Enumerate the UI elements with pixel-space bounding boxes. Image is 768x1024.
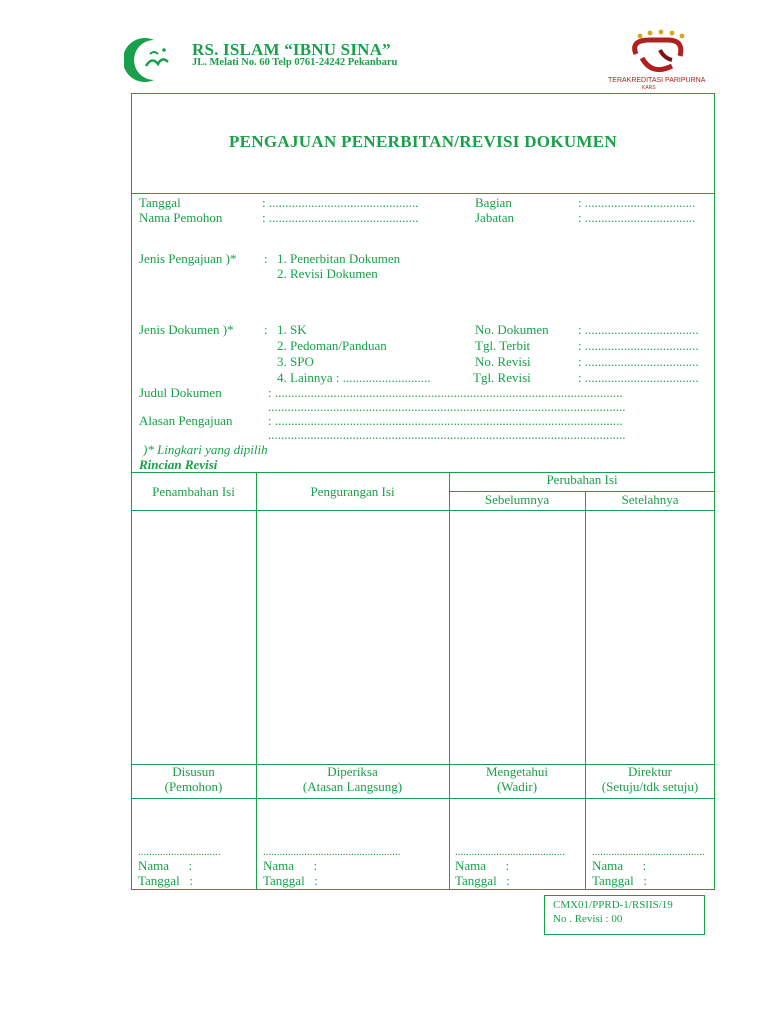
signature-tanggal: Tanggal :: [455, 873, 511, 888]
col-header-perubahan: Perubahan Isi: [546, 472, 618, 487]
revision-number: No . Revisi : 00: [553, 913, 623, 925]
no-revisi-field[interactable]: : ...................................: [578, 354, 699, 369]
title-divider: [131, 193, 715, 194]
alasan-pengajuan-label: Alasan Pengajuan: [139, 413, 233, 428]
tgl-terbit-label: Tgl. Terbit: [475, 338, 531, 353]
signature-nama: Nama :: [138, 858, 193, 873]
signature-line-diperiksa[interactable]: ..................................................: [263, 846, 401, 858]
jabatan-label: Jabatan: [475, 210, 514, 225]
signature-sub-diperiksa: (Atasan Langsung): [302, 779, 403, 794]
signature-nama: Nama :: [263, 858, 318, 873]
alasan-pengajuan-field-line2[interactable]: ..............................................................................................................: [268, 427, 626, 442]
judul-dokumen-field-line2[interactable]: ..............................................................................................................: [268, 399, 626, 414]
signature-line-mengetahui[interactable]: ........................................: [455, 846, 565, 858]
signature-line-disusun[interactable]: ..............................: [138, 846, 221, 858]
tgl-terbit-field[interactable]: : ...................................: [578, 338, 699, 353]
jenis-dokumen-option[interactable]: 3. SPO: [277, 354, 314, 369]
jabatan-field[interactable]: : ..................................: [578, 210, 696, 225]
accreditation-logo: [608, 28, 706, 94]
jenis-pengajuan-label: Jenis Pengajuan )*: [139, 251, 237, 266]
signature-sub-mengetahui: (Wadir): [496, 779, 538, 794]
pengurangan-cell[interactable]: [257, 511, 448, 763]
signature-role-direktur: Direktur: [627, 764, 673, 779]
signature-tanggal: Tanggal :: [138, 873, 194, 888]
jenis-dokumen-option[interactable]: 4. Lainnya : ...........................: [277, 370, 431, 385]
document-code: CMX01/PPRD-1/RSIIS/19: [553, 899, 673, 911]
jenis-pengajuan-colon: :: [264, 251, 268, 266]
jenis-dokumen-colon: :: [264, 322, 268, 337]
signature-role-disusun: Disusun: [172, 764, 215, 779]
signature-nama: Nama :: [455, 858, 510, 873]
nama-pemohon-field[interactable]: : ..............................................: [262, 210, 419, 225]
signature-line-direktur[interactable]: .........................................: [592, 846, 705, 858]
accreditation-kars: KARS: [642, 85, 656, 91]
bagian-field[interactable]: : ..................................: [578, 195, 696, 210]
signature-tanggal: Tanggal :: [263, 873, 319, 888]
sebelumnya-cell[interactable]: [450, 511, 584, 763]
judul-dokumen-label: Judul Dokumen: [139, 385, 222, 400]
tanggal-field[interactable]: : ..............................................: [262, 195, 419, 210]
jenis-dokumen-option[interactable]: 1. SK: [277, 322, 307, 337]
signature-sub-disusun: (Pemohon): [164, 779, 223, 794]
jenis-pengajuan-option[interactable]: 1. Penerbitan Dokumen: [277, 251, 401, 266]
signature-role-diperiksa: Diperiksa: [327, 764, 378, 779]
setelahnya-cell[interactable]: [586, 511, 714, 763]
judul-dokumen-field[interactable]: : ...........................................................................................................: [268, 385, 623, 400]
tanggal-label: Tanggal: [139, 195, 181, 210]
col-header-penambahan: Penambahan Isi: [152, 484, 235, 499]
hospital-logo: [124, 36, 184, 84]
jenis-dokumen-label: Jenis Dokumen )*: [139, 322, 234, 337]
col-header-pengurangan: Pengurangan Isi: [310, 484, 395, 499]
col-header-sebelumnya: Sebelumnya: [484, 492, 550, 507]
jenis-dokumen-option[interactable]: 2. Pedoman/Panduan: [277, 338, 387, 353]
penambahan-cell[interactable]: [132, 511, 255, 763]
signature-sub-direktur: (Setuju/tdk setuju): [601, 779, 699, 794]
signature-role-mengetahui: Mengetahui: [485, 764, 549, 779]
hospital-address: JL. Melati No. 60 Telp 0761-24242 Pekanbaru: [192, 57, 398, 68]
signature-tanggal: Tanggal :: [592, 873, 648, 888]
signature-header-bottom: [131, 798, 715, 799]
hospital-name: RS. ISLAM “IBNU SINA”: [192, 40, 391, 59]
tgl-revisi-label: Tgl. Revisi: [473, 370, 531, 385]
rincian-revisi-title: Rincian Revisi: [139, 457, 218, 472]
no-revisi-label: No. Revisi: [475, 354, 531, 369]
form-title: PENGAJUAN PENERBITAN/REVISI DOKUMEN: [229, 132, 617, 151]
jenis-pengajuan-option[interactable]: 2. Revisi Dokumen: [277, 266, 378, 281]
col-header-setelahnya: Setelahnya: [621, 492, 679, 507]
signature-nama: Nama :: [592, 858, 647, 873]
nama-pemohon-label: Nama Pemohon: [139, 210, 223, 225]
no-dokumen-field[interactable]: : ...................................: [578, 322, 699, 337]
selection-note: )* Lingkari yang dipilih: [143, 442, 268, 457]
alasan-pengajuan-field[interactable]: : ...........................................................................................................: [268, 413, 623, 428]
accreditation-text: TERAKREDITASI PARIPURNA: [608, 77, 706, 84]
tgl-revisi-field[interactable]: : ...................................: [578, 370, 699, 385]
bagian-label: Bagian: [475, 195, 512, 210]
no-dokumen-label: No. Dokumen: [475, 322, 549, 337]
